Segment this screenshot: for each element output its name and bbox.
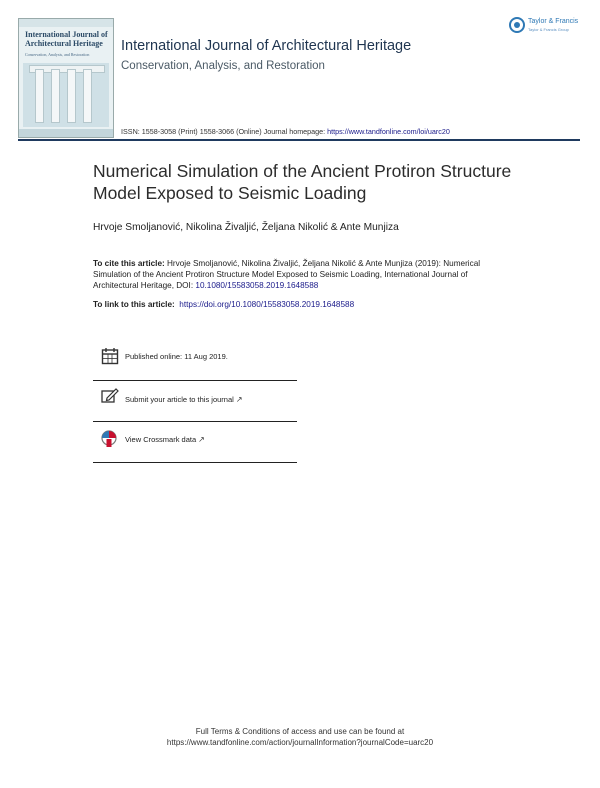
publisher-name: Taylor & Francis [528, 18, 579, 25]
submit-article-label: Submit your article to this journal [125, 395, 234, 404]
cover-column [83, 69, 92, 123]
external-link-icon: ↗ [198, 435, 205, 444]
info-divider [93, 421, 297, 422]
cover-column [51, 69, 60, 123]
edit-icon [101, 388, 119, 404]
cover-top-bar [19, 19, 113, 27]
citation-text: Hrvoje Smoljanović, Nikolina Živaljić, Željana Nikolić & Ante Munjiza (2019): Numerical Simulation of the Ancient Protiron Structure Model Exposed to Seismic Loading, International Journal of Architectural Heritage, DOI: [93, 259, 481, 290]
footer-terms-url[interactable]: https://www.tandfonline.com/action/journalInformation?journalCode=uarc20 [166, 738, 434, 747]
submit-article-link[interactable] [125, 395, 243, 404]
journal-title: International Journal of Architectural Heritage [121, 38, 412, 54]
header-divider [18, 139, 580, 141]
journal-homepage-link[interactable]: https://www.tandfonline.com/loi/uarc20 [327, 127, 450, 136]
crossmark-row[interactable] [93, 426, 297, 466]
footer-terms-text: Full Terms & Conditions of access and use can be found at [195, 727, 405, 736]
submit-row[interactable] [93, 385, 297, 425]
citation-label: To cite this article: [93, 259, 165, 268]
crossmark-link[interactable] [125, 435, 205, 444]
publisher-tagline: Taylor & Francis Group [528, 27, 569, 32]
external-link-icon: ↗ [235, 395, 243, 404]
calendar-icon [101, 347, 119, 365]
article-doi-url[interactable]: https://doi.org/10.1080/15583058.2019.1648588 [179, 300, 355, 309]
journal-subtitle: Conservation, Analysis, and Restoration [121, 60, 325, 72]
info-divider [93, 380, 297, 381]
publisher-logo [509, 16, 585, 38]
article-authors: Hrvoje Smoljanović, Nikolina Živaljić, Željana Nikolić & Ante Munjiza [93, 222, 399, 233]
crossmark-label: View Crossmark data [125, 435, 197, 444]
journal-cover-image [18, 18, 114, 138]
cover-footer-bar [19, 129, 113, 137]
article-link-line [93, 300, 354, 309]
issn-text: ISSN: 1558-3058 (Print) 1558-3066 (Online) Journal homepage: [121, 127, 328, 136]
cover-column [35, 69, 44, 123]
doi-link[interactable]: 10.1080/15583058.2019.1648588 [195, 281, 319, 290]
article-link-label: To link to this article: [93, 300, 175, 309]
article-title: Numerical Simulation of the Ancient Protiron Structure Model Exposed to Seismic Loading [93, 161, 512, 203]
citation-block [93, 258, 513, 291]
issn-line [121, 127, 450, 136]
published-date: Published online: 11 Aug 2019. [125, 352, 228, 361]
cover-title: International Journal of Architectural Heritage [25, 30, 108, 48]
published-row [93, 343, 297, 383]
info-divider [93, 462, 297, 463]
publisher-logo-icon [509, 17, 525, 33]
cover-column [67, 69, 76, 123]
cover-subtitle: Conservation, Analysis, and Restoration [25, 52, 90, 57]
crossmark-icon [101, 430, 117, 448]
